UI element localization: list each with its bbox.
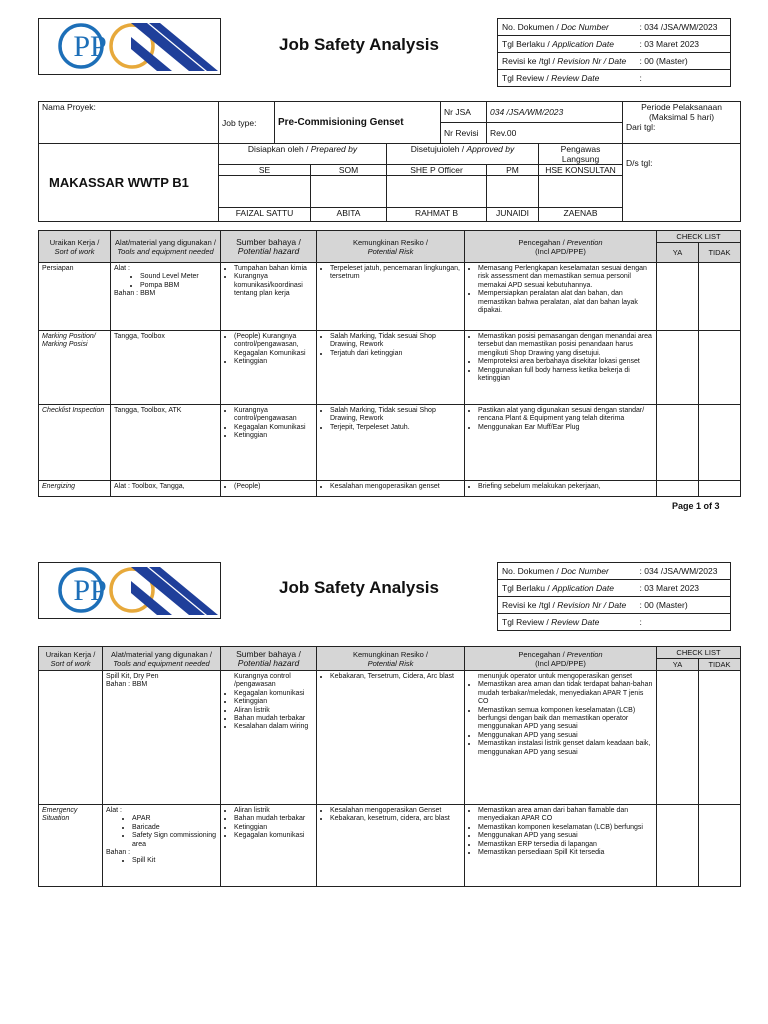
meta-label: Revisi ke /tgl /	[502, 600, 558, 610]
meta-value: :	[636, 614, 731, 631]
nama-proyek-label: Nama Proyek:	[42, 102, 96, 112]
list-item: • Kurangnya control/pengawasan	[234, 407, 313, 424]
signer-name: ABITA	[311, 208, 387, 222]
list-item: • Bahan mudah terbakar	[234, 715, 313, 723]
list-item: • Salah Marking, Tidak sesuai Shop Drawing, Rework	[330, 333, 461, 350]
list-item: • Memastikan persediaan Spill Kit tersedia	[478, 849, 653, 857]
check-tidak[interactable]	[699, 405, 741, 481]
disetujui-label: Disetujuioleh /	[410, 144, 467, 154]
list-item: • Memproteksi area berbahaya disekitar lokasi genset	[478, 358, 653, 366]
risk-cell	[317, 805, 465, 887]
jsa-main-table-page2	[38, 646, 741, 887]
meta-label-em: Doc Number	[561, 566, 609, 576]
list-item: • Ketinggian	[234, 698, 313, 706]
table-row	[39, 481, 741, 497]
check-tidak[interactable]	[699, 331, 741, 405]
list-item: • Kebakaran, Tersetrum, Cidera, Arc blast	[330, 673, 461, 681]
meta-label-em: Revision Nr / Date	[557, 600, 627, 610]
hazard-cell	[221, 331, 317, 405]
role-shep: SHE P Officer	[387, 165, 487, 176]
disiapkan-label: Disiapkan oleh /	[247, 144, 311, 154]
pengawas-label: Pengawas Langsung	[539, 144, 623, 165]
table-row	[39, 405, 741, 481]
list-item: • Ketinggian	[234, 432, 313, 440]
company-logo-box	[38, 562, 221, 619]
list-item: • Bahan mudah terbakar	[234, 815, 313, 823]
prevention-cell	[465, 331, 657, 405]
list-item: • Kesalahan mengoperasikan genset	[330, 483, 461, 491]
list-item: • Kesalahan mengoperasikan Genset	[330, 807, 461, 815]
list-item: • Memastikan komponen keselamatan (LCB) berfungsi	[478, 824, 653, 832]
check-ya[interactable]	[657, 405, 699, 481]
prevention-cell	[465, 481, 657, 497]
col-prevention: Pencegahan / Prevention (Incl APD/PPE)	[465, 231, 657, 263]
pp-logo-icon	[39, 19, 220, 74]
meta-label-em: Application Date	[552, 583, 614, 593]
logo-text: PP	[73, 574, 107, 607]
meta-value: : 03 Maret 2023	[636, 580, 731, 597]
company-logo-box	[38, 18, 221, 75]
meta-value: : 00 (Master)	[636, 597, 731, 614]
list-item: • Salah Marking, Tidak sesuai Shop Drawing, Rework	[330, 407, 461, 424]
list-item: • Memastikan area aman dan tidak terdapat bahan-bahan mudah terbakar/meledak, menyediakan APAR T jenis CO	[478, 681, 653, 706]
list-item: • Kegagalan komunikasi	[234, 690, 313, 698]
list-item: • Kesalahan dalam wiring	[234, 723, 313, 731]
col-risk: Kemungkinan Resiko / Potential Risk	[317, 231, 465, 263]
project-name: MAKASSAR WWTP B1	[39, 144, 219, 222]
signature-box	[539, 176, 623, 208]
hazard-cell	[221, 263, 317, 331]
risk-cell	[317, 263, 465, 331]
role-hse: HSE KONSULTAN	[539, 165, 623, 176]
nama-proyek-cell	[39, 102, 219, 144]
hazard-cell	[221, 405, 317, 481]
col-tools: Alat/material yang digunakan / Tools and equipment needed	[103, 647, 221, 671]
list-item: • Ketinggian	[234, 358, 313, 366]
activity-cell: Marking Position/ Marking Posisi	[39, 331, 111, 405]
table-row	[39, 805, 741, 887]
doc-title: Job Safety Analysis	[279, 35, 439, 54]
pp-logo-icon	[39, 563, 220, 618]
list-item: • (People) Kurangnya control/pengawasan, Kegagalan Komunikasi	[234, 333, 313, 358]
list-item: • Aliran listrik	[234, 807, 313, 815]
meta-label: Revisi ke /tgl /	[502, 56, 558, 66]
doc-meta-table	[497, 18, 731, 87]
list-item: • Kurangnya komunikasi/koordinasi tentang plan kerja	[234, 273, 313, 298]
meta-label-em: Application Date	[552, 39, 614, 49]
list-item: • Pompa BBM	[140, 282, 217, 290]
list-item: • Menggunakan Ear Muff/Ear Plug	[478, 424, 653, 432]
col-tidak: TIDAK	[699, 659, 741, 671]
disetujui-em: Approved by	[466, 144, 515, 154]
meta-value: : 034 /JSA/WM/2023	[636, 563, 731, 580]
tools-cell: Alat : • Sound Level Meter • Pompa BBM Bahan : BBM	[111, 263, 221, 331]
col-checklist: CHECK LIST	[657, 231, 741, 243]
list-item: • Kegagalan Komunikasi	[234, 424, 313, 432]
check-ya[interactable]	[657, 671, 699, 805]
meta-value: : 00 (Master)	[636, 53, 731, 70]
list-item: • Memastikan instalasi listrik genset dalam keadaan baik, menggunakan APD yang sesuai	[478, 740, 653, 757]
table-row	[39, 331, 741, 405]
hazard-cell	[221, 481, 317, 497]
signature-box	[387, 176, 487, 208]
meta-label: Tgl Berlaku /	[502, 583, 553, 593]
list-item: • Mempersiapkan peralatan alat dan bahan, dan memastikan bahwa peralatan, alat dan bahan layak dipakai.	[478, 290, 653, 315]
list-item: • Memasang Perlengkapan keselamatan sesuai dengan risk assessment dan memastikan semua personil memakai APD sesuai kebutuhannya.	[478, 265, 653, 290]
col-ya: YA	[657, 659, 699, 671]
hazard-cell: Kurangnya control /pengawasan • Kegagalan komunikasi • Ketinggian • Aliran listrik • Bahan mudah terbakar • Kesalahan dalam wiring	[221, 671, 317, 805]
hazard-cell	[221, 805, 317, 887]
list-item: • Pastikan alat yang digunakan sesuai dengan standar/ rencana Plant & Equipment yang telah diterima	[478, 407, 653, 424]
table-row	[39, 263, 741, 331]
check-ya[interactable]	[657, 331, 699, 405]
check-tidak[interactable]	[699, 671, 741, 805]
signature-box	[311, 176, 387, 208]
role-pm: PM	[487, 165, 539, 176]
tools-cell: Tangga, Toolbox	[111, 331, 221, 405]
role-som: SOM	[311, 165, 387, 176]
disiapkan-em: Prepared by	[310, 144, 358, 154]
sd-tgl-cell	[623, 144, 741, 222]
list-item: • Memastikan semua komponen keselamatan (LCB) berfungsi dengan baik dan memastikan operator menggunakan APD yang sesuai	[478, 707, 653, 732]
meta-label: No. Dokumen /	[502, 22, 562, 32]
dari-tgl-label: Dari tgl:	[626, 122, 656, 132]
signer-name: ZAENAB	[539, 208, 623, 222]
risk-cell	[317, 405, 465, 481]
list-item: • Kebakaran, kesetrum, cidera, arc blast	[330, 815, 461, 823]
list-item: • APAR	[132, 815, 217, 823]
col-sort-of-work: Uraikan Kerja / Sort of work	[39, 231, 111, 263]
activity-cell: Emergency Situation	[39, 805, 103, 887]
list-item: • Terjatuh dari ketinggian	[330, 350, 461, 358]
list-item: • Memastikan posisi pemasangan dengan menandai area tersebut dan memastikan posisi penandaan harus mengikuti Shop Drawing yang disetujui.	[478, 333, 653, 358]
job-type-value: Pre-Commisioning Genset	[275, 102, 441, 144]
signer-name: RAHMAT B	[387, 208, 487, 222]
list-item: • Spill Kit	[132, 857, 217, 865]
meta-label-em: Review Date	[551, 617, 600, 627]
list-item: • Sound Level Meter	[140, 273, 217, 281]
risk-cell	[317, 331, 465, 405]
prevention-cell	[465, 805, 657, 887]
risk-cell	[317, 481, 465, 497]
meta-label: Tgl Review /	[502, 617, 552, 627]
list-item: • Tumpahan bahan kimia	[234, 265, 313, 273]
risk-cell	[317, 671, 465, 805]
activity-cell: Energizing	[39, 481, 111, 497]
job-type-label: Job type:	[219, 102, 275, 144]
col-tidak: TIDAK	[699, 243, 741, 263]
meta-value: : 03 Maret 2023	[636, 36, 731, 53]
prevention-cell: menunjuk operator untuk mengoperasikan genset • Memastikan area aman dan tidak terdapat bahan-bahan mudah terbakar/meledak, menyediakan APAR T jenis CO • Memastikan semua komponen keselamatan (LCB) berfungsi dengan baik dan memastikan operator menggunakan APD yang sesuai • Menggunakan APD yang sesuai • Memastikan instalasi listrik genset dalam keadaan baik, menggunakan APD yang sesuai	[465, 671, 657, 805]
signer-name: JUNAIDI	[487, 208, 539, 222]
meta-label-em: Revision Nr / Date	[557, 56, 627, 66]
periode-label: Periode Pelaksanaan (Maksimal 5 hari)	[641, 102, 722, 122]
col-checklist: CHECK LIST	[657, 647, 741, 659]
list-item: • Safety Sign commissioning area	[132, 832, 217, 849]
project-info-table	[38, 101, 741, 222]
signature-box	[219, 176, 311, 208]
meta-label-em: Review Date	[551, 73, 600, 83]
list-item: • Baricade	[132, 824, 217, 832]
nr-jsa-label: Nr JSA	[441, 102, 487, 123]
tools-cell: Alat : • APAR • Baricade • Safety Sign commissioning area Bahan : • Spill Kit	[103, 805, 221, 887]
prevention-cell	[465, 263, 657, 331]
col-risk: Kemungkinan Resiko / Potential Risk	[317, 647, 465, 671]
tools-cell: Alat : Toolbox, Tangga,	[111, 481, 221, 497]
check-ya[interactable]	[657, 263, 699, 331]
list-item: • Menggunakan APD yang sesuai	[478, 732, 653, 740]
col-ya: YA	[657, 243, 699, 263]
check-tidak[interactable]	[699, 263, 741, 331]
meta-label: Tgl Review /	[502, 73, 552, 83]
meta-label: No. Dokumen /	[502, 566, 562, 576]
col-prevention: Pencegahan / Prevention (Incl APD/PPE)	[465, 647, 657, 671]
role-se: SE	[219, 165, 311, 176]
list-item: • Aliran listrik	[234, 707, 313, 715]
meta-value: :	[636, 70, 731, 87]
check-ya[interactable]	[657, 481, 699, 497]
signature-box	[487, 176, 539, 208]
list-item: • Briefing sebelum melakukan pekerjaan,	[478, 483, 653, 491]
list-item: • Memastikan area aman dari bahan flamable dan menyediakan APAR CO	[478, 807, 653, 824]
list-item: • Ketinggian	[234, 824, 313, 832]
meta-value: : 034 /JSA/WM/2023	[636, 19, 731, 36]
check-tidak[interactable]	[699, 481, 741, 497]
table-row	[39, 671, 741, 805]
logo-text: PP	[73, 30, 107, 63]
nr-revisi-value: Rev.00	[487, 123, 623, 144]
list-item: • Memastikan ERP tersedia di lapangan	[478, 841, 653, 849]
signer-name: FAIZAL SATTU	[219, 208, 311, 222]
jsa-main-table	[38, 230, 741, 497]
tools-cell: Tangga, Toolbox, ATK	[111, 405, 221, 481]
list-item: • Terpeleset jatuh, pencemaran lingkungan, tersetrum	[330, 265, 461, 282]
col-hazard: Sumber bahaya / Potential hazard	[221, 231, 317, 263]
prevention-cell	[465, 405, 657, 481]
check-ya[interactable]	[657, 805, 699, 887]
page-number: Page 1 of 3	[672, 501, 720, 511]
nr-jsa-value: 034 /JSA/WM/2023	[487, 102, 623, 123]
tools-cell: Spill Kit, Dry Pen Bahan : BBM	[103, 671, 221, 805]
activity-cell	[39, 671, 103, 805]
col-tools: Alat/material yang digunakan / Tools and equipment needed	[111, 231, 221, 263]
col-hazard: Sumber bahaya / Potential hazard	[221, 647, 317, 671]
doc-meta-table	[497, 562, 731, 631]
sd-tgl-label: D/s tgl:	[626, 158, 653, 168]
list-item: • Menggunakan APD yang sesuai	[478, 832, 653, 840]
activity-cell: Persiapan	[39, 263, 111, 331]
activity-cell: Checklist Inspection	[39, 405, 111, 481]
check-tidak[interactable]	[699, 805, 741, 887]
doc-title: Job Safety Analysis	[279, 578, 439, 597]
list-item: • Kegagalan komunikasi	[234, 832, 313, 840]
meta-label-em: Doc Number	[561, 22, 609, 32]
nr-revisi-label: Nr Revisi	[441, 123, 487, 144]
col-sort-of-work: Uraikan Kerja / Sort of work	[39, 647, 103, 671]
list-item: • Menggunakan full body harness ketika bekerja di ketinggian	[478, 367, 653, 384]
list-item: • (People)	[234, 483, 313, 491]
list-item: • Terjepit, Terpeleset Jatuh.	[330, 424, 461, 432]
meta-label: Tgl Berlaku /	[502, 39, 553, 49]
